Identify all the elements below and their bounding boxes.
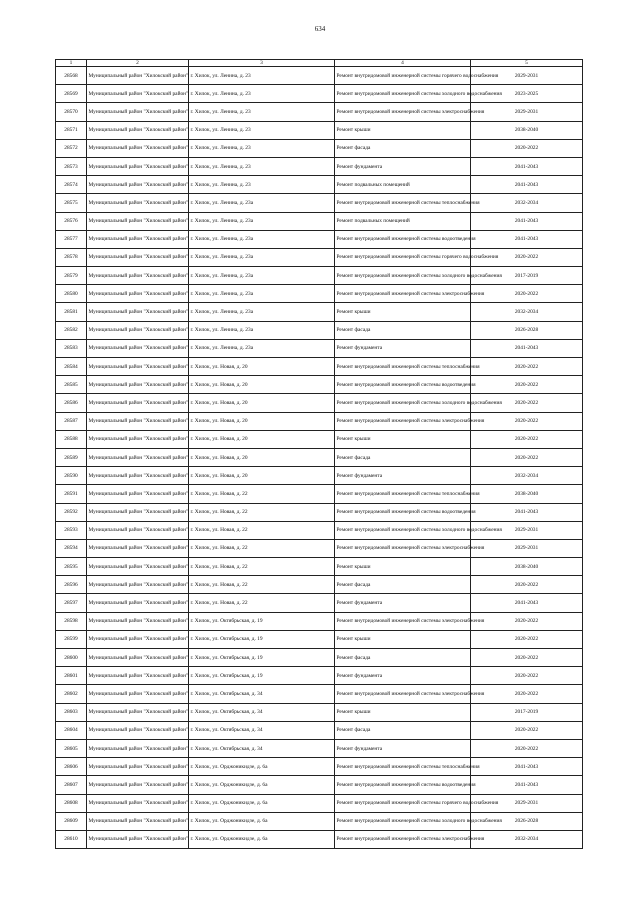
column-header: 1 <box>56 60 87 67</box>
table-row <box>56 157 583 175</box>
period-cell: 2026-2028 <box>471 812 583 830</box>
period-cell: 2020-2022 <box>471 576 583 594</box>
district-cell: Муниципальный район "Хилокский район" <box>87 630 189 648</box>
district-cell: Муниципальный район "Хилокский район" <box>87 649 189 667</box>
row-number-cell: 28585 <box>56 376 87 394</box>
work-type-cell: Ремонт внутридомовой инженерной системы холодного водоснабжения <box>335 521 471 539</box>
district-cell: Муниципальный район "Хилокский район" <box>87 830 189 848</box>
work-type-cell: Ремонт подвальных помещений <box>335 212 471 230</box>
column-header: 2 <box>87 60 189 67</box>
work-type-cell: Ремонт крыши <box>335 303 471 321</box>
address-cell: г. Хилок, ул. Октябрьская, д. 34 <box>189 739 335 757</box>
work-type-cell: Ремонт крыши <box>335 558 471 576</box>
period-cell: 2041-2043 <box>471 339 583 357</box>
address-cell: г. Хилок, ул. Ленина, д. 23а <box>189 285 335 303</box>
period-cell: 2026-2028 <box>471 321 583 339</box>
column-header: 4 <box>335 60 471 67</box>
row-number-cell: 28602 <box>56 685 87 703</box>
address-cell: г. Хилок, ул. Новая, д. 22 <box>189 485 335 503</box>
address-cell: г. Хилок, ул. Новая, д. 20 <box>189 430 335 448</box>
table-row <box>56 703 583 721</box>
table-row <box>56 758 583 776</box>
row-number-cell: 28576 <box>56 212 87 230</box>
table-row <box>56 521 583 539</box>
table-row <box>56 321 583 339</box>
work-type-cell: Ремонт фасада <box>335 448 471 466</box>
address-cell: г. Хилок, ул. Ленина, д. 23 <box>189 67 335 85</box>
work-type-cell: Ремонт внутридомовой инженерной системы водоотведения <box>335 376 471 394</box>
district-cell: Муниципальный район "Хилокский район" <box>87 448 189 466</box>
district-cell: Муниципальный район "Хилокский район" <box>87 121 189 139</box>
address-cell: г. Хилок, ул. Октябрьская, д. 19 <box>189 630 335 648</box>
work-type-cell: Ремонт внутридомовой инженерной системы теплоснабжения <box>335 485 471 503</box>
work-type-cell: Ремонт внутридомовой инженерной системы электроснабжения <box>335 612 471 630</box>
address-cell: г. Хилок, ул. Новая, д. 22 <box>189 503 335 521</box>
table-row <box>56 212 583 230</box>
row-number-cell: 28597 <box>56 594 87 612</box>
table-row <box>56 376 583 394</box>
work-type-cell: Ремонт фундамента <box>335 594 471 612</box>
row-number-cell: 28572 <box>56 139 87 157</box>
table-row <box>56 485 583 503</box>
table-row <box>56 67 583 85</box>
address-cell: г. Хилок, ул. Ленина, д. 23а <box>189 303 335 321</box>
row-number-cell: 28599 <box>56 630 87 648</box>
address-cell: г. Хилок, ул. Новая, д. 20 <box>189 376 335 394</box>
period-cell: 2029-2031 <box>471 521 583 539</box>
address-cell: г. Хилок, ул. Орджоникидзе, д. 6а <box>189 812 335 830</box>
district-cell: Муниципальный район "Хилокский район" <box>87 503 189 521</box>
row-number-cell: 28608 <box>56 794 87 812</box>
address-cell: г. Хилок, ул. Ленина, д. 23 <box>189 103 335 121</box>
row-number-cell: 28609 <box>56 812 87 830</box>
table-row <box>56 303 583 321</box>
district-cell: Муниципальный район "Хилокский район" <box>87 794 189 812</box>
row-number-cell: 28590 <box>56 467 87 485</box>
period-cell: 2020-2022 <box>471 448 583 466</box>
address-cell: г. Хилок, ул. Новая, д. 20 <box>189 394 335 412</box>
work-type-cell: Ремонт внутридомовой инженерной системы горячего водоснабжения <box>335 248 471 266</box>
district-cell: Муниципальный район "Хилокский район" <box>87 758 189 776</box>
address-cell: г. Хилок, ул. Новая, д. 20 <box>189 358 335 376</box>
work-type-cell: Ремонт внутридомовой инженерной системы водоотведения <box>335 503 471 521</box>
row-number-cell: 28600 <box>56 649 87 667</box>
period-cell: 2041-2043 <box>471 758 583 776</box>
work-type-cell: Ремонт внутридомовой инженерной системы теплоснабжения <box>335 358 471 376</box>
row-number-cell: 28606 <box>56 758 87 776</box>
row-number-cell: 28587 <box>56 412 87 430</box>
page-number: 634 <box>314 25 326 33</box>
table-row <box>56 830 583 848</box>
row-number-cell: 28573 <box>56 157 87 175</box>
address-cell: г. Хилок, ул. Ленина, д. 23 <box>189 176 335 194</box>
registry-table <box>55 59 583 849</box>
work-type-cell: Ремонт крыши <box>335 121 471 139</box>
address-cell: г. Хилок, ул. Новая, д. 22 <box>189 558 335 576</box>
row-number-cell: 28578 <box>56 248 87 266</box>
row-number-cell: 28588 <box>56 430 87 448</box>
period-cell: 2020-2022 <box>471 376 583 394</box>
table-row <box>56 248 583 266</box>
period-cell: 2038-2040 <box>471 121 583 139</box>
district-cell: Муниципальный район "Хилокский район" <box>87 721 189 739</box>
table-row <box>56 594 583 612</box>
work-type-cell: Ремонт внутридомовой инженерной системы холодного водоснабжения <box>335 394 471 412</box>
period-cell: 2017-2019 <box>471 703 583 721</box>
address-cell: г. Хилок, ул. Новая, д. 22 <box>189 539 335 557</box>
table-row <box>56 612 583 630</box>
table-row <box>56 667 583 685</box>
address-cell: г. Хилок, ул. Ленина, д. 23а <box>189 267 335 285</box>
table-row <box>56 139 583 157</box>
period-cell: 2029-2031 <box>471 794 583 812</box>
district-cell: Муниципальный район "Хилокский район" <box>87 67 189 85</box>
table-row <box>56 339 583 357</box>
period-cell: 2020-2022 <box>471 685 583 703</box>
period-cell: 2020-2022 <box>471 285 583 303</box>
table-row <box>56 285 583 303</box>
district-cell: Муниципальный район "Хилокский район" <box>87 685 189 703</box>
table-row <box>56 230 583 248</box>
table-row <box>56 630 583 648</box>
table-body <box>56 67 583 849</box>
address-cell: г. Хилок, ул. Октябрьская, д. 34 <box>189 721 335 739</box>
period-cell: 2020-2022 <box>471 248 583 266</box>
table-row <box>56 812 583 830</box>
address-cell: г. Хилок, ул. Октябрьская, д. 34 <box>189 703 335 721</box>
address-cell: г. Хилок, ул. Новая, д. 20 <box>189 412 335 430</box>
address-cell: г. Хилок, ул. Октябрьская, д. 19 <box>189 612 335 630</box>
table-row <box>56 503 583 521</box>
address-cell: г. Хилок, ул. Октябрьская, д. 19 <box>189 649 335 667</box>
work-type-cell: Ремонт внутридомовой инженерной системы электроснабжения <box>335 285 471 303</box>
table-row <box>56 448 583 466</box>
district-cell: Муниципальный район "Хилокский район" <box>87 558 189 576</box>
period-cell: 2020-2022 <box>471 430 583 448</box>
period-cell: 2020-2022 <box>471 721 583 739</box>
row-number-cell: 28574 <box>56 176 87 194</box>
address-cell: г. Хилок, ул. Ленина, д. 23а <box>189 230 335 248</box>
work-type-cell: Ремонт крыши <box>335 630 471 648</box>
table-row <box>56 430 583 448</box>
district-cell: Муниципальный район "Хилокский район" <box>87 776 189 794</box>
address-cell: г. Хилок, ул. Ленина, д. 23а <box>189 339 335 357</box>
period-cell: 2032-2034 <box>471 467 583 485</box>
row-number-cell: 28581 <box>56 303 87 321</box>
district-cell: Муниципальный район "Хилокский район" <box>87 303 189 321</box>
district-cell: Муниципальный район "Хилокский район" <box>87 212 189 230</box>
district-cell: Муниципальный район "Хилокский район" <box>87 103 189 121</box>
work-type-cell: Ремонт внутридомовой инженерной системы теплоснабжения <box>335 194 471 212</box>
work-type-cell: Ремонт фасада <box>335 321 471 339</box>
work-type-cell: Ремонт внутридомовой инженерной системы горячего водоснабжения <box>335 67 471 85</box>
period-cell: 2023-2025 <box>471 85 583 103</box>
table-row <box>56 721 583 739</box>
period-cell: 2041-2043 <box>471 230 583 248</box>
row-number-cell: 28584 <box>56 358 87 376</box>
row-number-cell: 28603 <box>56 703 87 721</box>
district-cell: Муниципальный район "Хилокский район" <box>87 267 189 285</box>
district-cell: Муниципальный район "Хилокский район" <box>87 430 189 448</box>
work-type-cell: Ремонт внутридомовой инженерной системы электроснабжения <box>335 412 471 430</box>
row-number-cell: 28571 <box>56 121 87 139</box>
table-row <box>56 539 583 557</box>
district-cell: Муниципальный район "Хилокский район" <box>87 157 189 175</box>
column-header: 3 <box>189 60 335 67</box>
district-cell: Муниципальный район "Хилокский район" <box>87 539 189 557</box>
district-cell: Муниципальный район "Хилокский район" <box>87 248 189 266</box>
column-number-row <box>56 60 583 67</box>
table-row <box>56 467 583 485</box>
period-cell: 2041-2043 <box>471 503 583 521</box>
row-number-cell: 28583 <box>56 339 87 357</box>
table-row <box>56 121 583 139</box>
row-number-cell: 28598 <box>56 612 87 630</box>
district-cell: Муниципальный район "Хилокский район" <box>87 485 189 503</box>
district-cell: Муниципальный район "Хилокский район" <box>87 467 189 485</box>
work-type-cell: Ремонт фундамента <box>335 467 471 485</box>
district-cell: Муниципальный район "Хилокский район" <box>87 576 189 594</box>
district-cell: Муниципальный район "Хилокский район" <box>87 194 189 212</box>
row-number-cell: 28607 <box>56 776 87 794</box>
work-type-cell: Ремонт внутридомовой инженерной системы холодного водоснабжения <box>335 267 471 285</box>
table-row <box>56 358 583 376</box>
address-cell: г. Хилок, ул. Орджоникидзе, д. 6а <box>189 758 335 776</box>
row-number-cell: 28569 <box>56 85 87 103</box>
district-cell: Муниципальный район "Хилокский район" <box>87 612 189 630</box>
work-type-cell: Ремонт внутридомовой инженерной системы холодного водоснабжения <box>335 812 471 830</box>
work-type-cell: Ремонт фундамента <box>335 157 471 175</box>
period-cell: 2041-2043 <box>471 157 583 175</box>
period-cell: 2041-2043 <box>471 212 583 230</box>
row-number-cell: 28570 <box>56 103 87 121</box>
period-cell: 2020-2022 <box>471 630 583 648</box>
district-cell: Муниципальный район "Хилокский район" <box>87 339 189 357</box>
district-cell: Муниципальный район "Хилокский район" <box>87 321 189 339</box>
row-number-cell: 28575 <box>56 194 87 212</box>
period-cell: 2020-2022 <box>471 739 583 757</box>
period-cell: 2038-2040 <box>471 558 583 576</box>
work-type-cell: Ремонт крыши <box>335 430 471 448</box>
work-type-cell: Ремонт внутридомовой инженерной системы холодного водоснабжения <box>335 85 471 103</box>
address-cell: г. Хилок, ул. Ленина, д. 23 <box>189 157 335 175</box>
district-cell: Муниципальный район "Хилокский район" <box>87 521 189 539</box>
table-row <box>56 739 583 757</box>
work-type-cell: Ремонт фундамента <box>335 739 471 757</box>
period-cell: 2020-2022 <box>471 667 583 685</box>
work-type-cell: Ремонт внутридомовой инженерной системы водоотведения <box>335 776 471 794</box>
address-cell: г. Хилок, ул. Новая, д. 22 <box>189 521 335 539</box>
row-number-cell: 28577 <box>56 230 87 248</box>
period-cell: 2020-2022 <box>471 412 583 430</box>
period-cell: 2041-2043 <box>471 594 583 612</box>
row-number-cell: 28579 <box>56 267 87 285</box>
period-cell: 2032-2034 <box>471 194 583 212</box>
district-cell: Муниципальный район "Хилокский район" <box>87 594 189 612</box>
district-cell: Муниципальный район "Хилокский район" <box>87 85 189 103</box>
period-cell: 2020-2022 <box>471 612 583 630</box>
address-cell: г. Хилок, ул. Ленина, д. 23а <box>189 194 335 212</box>
address-cell: г. Хилок, ул. Ленина, д. 23а <box>189 321 335 339</box>
row-number-cell: 28595 <box>56 558 87 576</box>
period-cell: 2032-2034 <box>471 303 583 321</box>
district-cell: Муниципальный район "Хилокский район" <box>87 139 189 157</box>
address-cell: г. Хилок, ул. Орджоникидзе, д. 6а <box>189 830 335 848</box>
table-row <box>56 176 583 194</box>
district-cell: Муниципальный район "Хилокский район" <box>87 412 189 430</box>
period-cell: 2020-2022 <box>471 139 583 157</box>
address-cell: г. Хилок, ул. Ленина, д. 23а <box>189 248 335 266</box>
table-row <box>56 412 583 430</box>
table-row <box>56 394 583 412</box>
district-cell: Муниципальный район "Хилокский район" <box>87 230 189 248</box>
period-cell: 2029-2031 <box>471 103 583 121</box>
district-cell: Муниципальный район "Хилокский район" <box>87 703 189 721</box>
period-cell: 2041-2043 <box>471 176 583 194</box>
table-row <box>56 794 583 812</box>
column-header: 5 <box>471 60 583 67</box>
row-number-cell: 28582 <box>56 321 87 339</box>
address-cell: г. Хилок, ул. Ленина, д. 23а <box>189 212 335 230</box>
period-cell: 2020-2022 <box>471 394 583 412</box>
row-number-cell: 28592 <box>56 503 87 521</box>
work-type-cell: Ремонт внутридомовой инженерной системы электроснабжения <box>335 830 471 848</box>
table-row <box>56 85 583 103</box>
row-number-cell: 28589 <box>56 448 87 466</box>
table-row <box>56 103 583 121</box>
address-cell: г. Хилок, ул. Октябрьская, д. 19 <box>189 667 335 685</box>
row-number-cell: 28568 <box>56 67 87 85</box>
row-number-cell: 28604 <box>56 721 87 739</box>
district-cell: Муниципальный район "Хилокский район" <box>87 667 189 685</box>
district-cell: Муниципальный район "Хилокский район" <box>87 285 189 303</box>
row-number-cell: 28591 <box>56 485 87 503</box>
period-cell: 2020-2022 <box>471 649 583 667</box>
period-cell: 2029-2031 <box>471 539 583 557</box>
row-number-cell: 28596 <box>56 576 87 594</box>
table-row <box>56 576 583 594</box>
period-cell: 2038-2040 <box>471 485 583 503</box>
work-type-cell: Ремонт фасада <box>335 576 471 594</box>
address-cell: г. Хилок, ул. Новая, д. 20 <box>189 448 335 466</box>
district-cell: Муниципальный район "Хилокский район" <box>87 739 189 757</box>
work-type-cell: Ремонт фасада <box>335 139 471 157</box>
work-type-cell: Ремонт внутридомовой инженерной системы электроснабжения <box>335 103 471 121</box>
work-type-cell: Ремонт фасада <box>335 649 471 667</box>
row-number-cell: 28580 <box>56 285 87 303</box>
period-cell: 2020-2022 <box>471 358 583 376</box>
address-cell: г. Хилок, ул. Новая, д. 22 <box>189 576 335 594</box>
address-cell: г. Хилок, ул. Новая, д. 20 <box>189 467 335 485</box>
row-number-cell: 28594 <box>56 539 87 557</box>
row-number-cell: 28610 <box>56 830 87 848</box>
address-cell: г. Хилок, ул. Ленина, д. 23 <box>189 139 335 157</box>
work-type-cell: Ремонт подвальных помещений <box>335 176 471 194</box>
table-row <box>56 776 583 794</box>
table-row <box>56 558 583 576</box>
period-cell: 2041-2043 <box>471 776 583 794</box>
row-number-cell: 28605 <box>56 739 87 757</box>
work-type-cell: Ремонт внутридомовой инженерной системы электроснабжения <box>335 685 471 703</box>
row-number-cell: 28593 <box>56 521 87 539</box>
table-row <box>56 267 583 285</box>
address-cell: г. Хилок, ул. Октябрьская, д. 34 <box>189 685 335 703</box>
period-cell: 2017-2019 <box>471 267 583 285</box>
work-type-cell: Ремонт фундамента <box>335 667 471 685</box>
period-cell: 2032-2034 <box>471 830 583 848</box>
address-cell: г. Хилок, ул. Ленина, д. 23 <box>189 85 335 103</box>
row-number-cell: 28601 <box>56 667 87 685</box>
address-cell: г. Хилок, ул. Ленина, д. 23 <box>189 121 335 139</box>
district-cell: Муниципальный район "Хилокский район" <box>87 376 189 394</box>
table-row <box>56 649 583 667</box>
work-type-cell: Ремонт внутридомовой инженерной системы теплоснабжения <box>335 758 471 776</box>
work-type-cell: Ремонт внутридомовой инженерной системы водоотведения <box>335 230 471 248</box>
work-type-cell: Ремонт внутридомовой инженерной системы горячего водоснабжения <box>335 794 471 812</box>
table-row <box>56 194 583 212</box>
work-type-cell: Ремонт фундамента <box>335 339 471 357</box>
row-number-cell: 28586 <box>56 394 87 412</box>
district-cell: Муниципальный район "Хилокский район" <box>87 394 189 412</box>
district-cell: Муниципальный район "Хилокский район" <box>87 176 189 194</box>
work-type-cell: Ремонт внутридомовой инженерной системы электроснабжения <box>335 539 471 557</box>
period-cell: 2029-2031 <box>471 67 583 85</box>
address-cell: г. Хилок, ул. Новая, д. 22 <box>189 594 335 612</box>
address-cell: г. Хилок, ул. Орджоникидзе, д. 6а <box>189 776 335 794</box>
work-type-cell: Ремонт крыши <box>335 703 471 721</box>
work-type-cell: Ремонт фасада <box>335 721 471 739</box>
district-cell: Муниципальный район "Хилокский район" <box>87 812 189 830</box>
address-cell: г. Хилок, ул. Орджоникидзе, д. 6а <box>189 794 335 812</box>
district-cell: Муниципальный район "Хилокский район" <box>87 358 189 376</box>
table-row <box>56 685 583 703</box>
